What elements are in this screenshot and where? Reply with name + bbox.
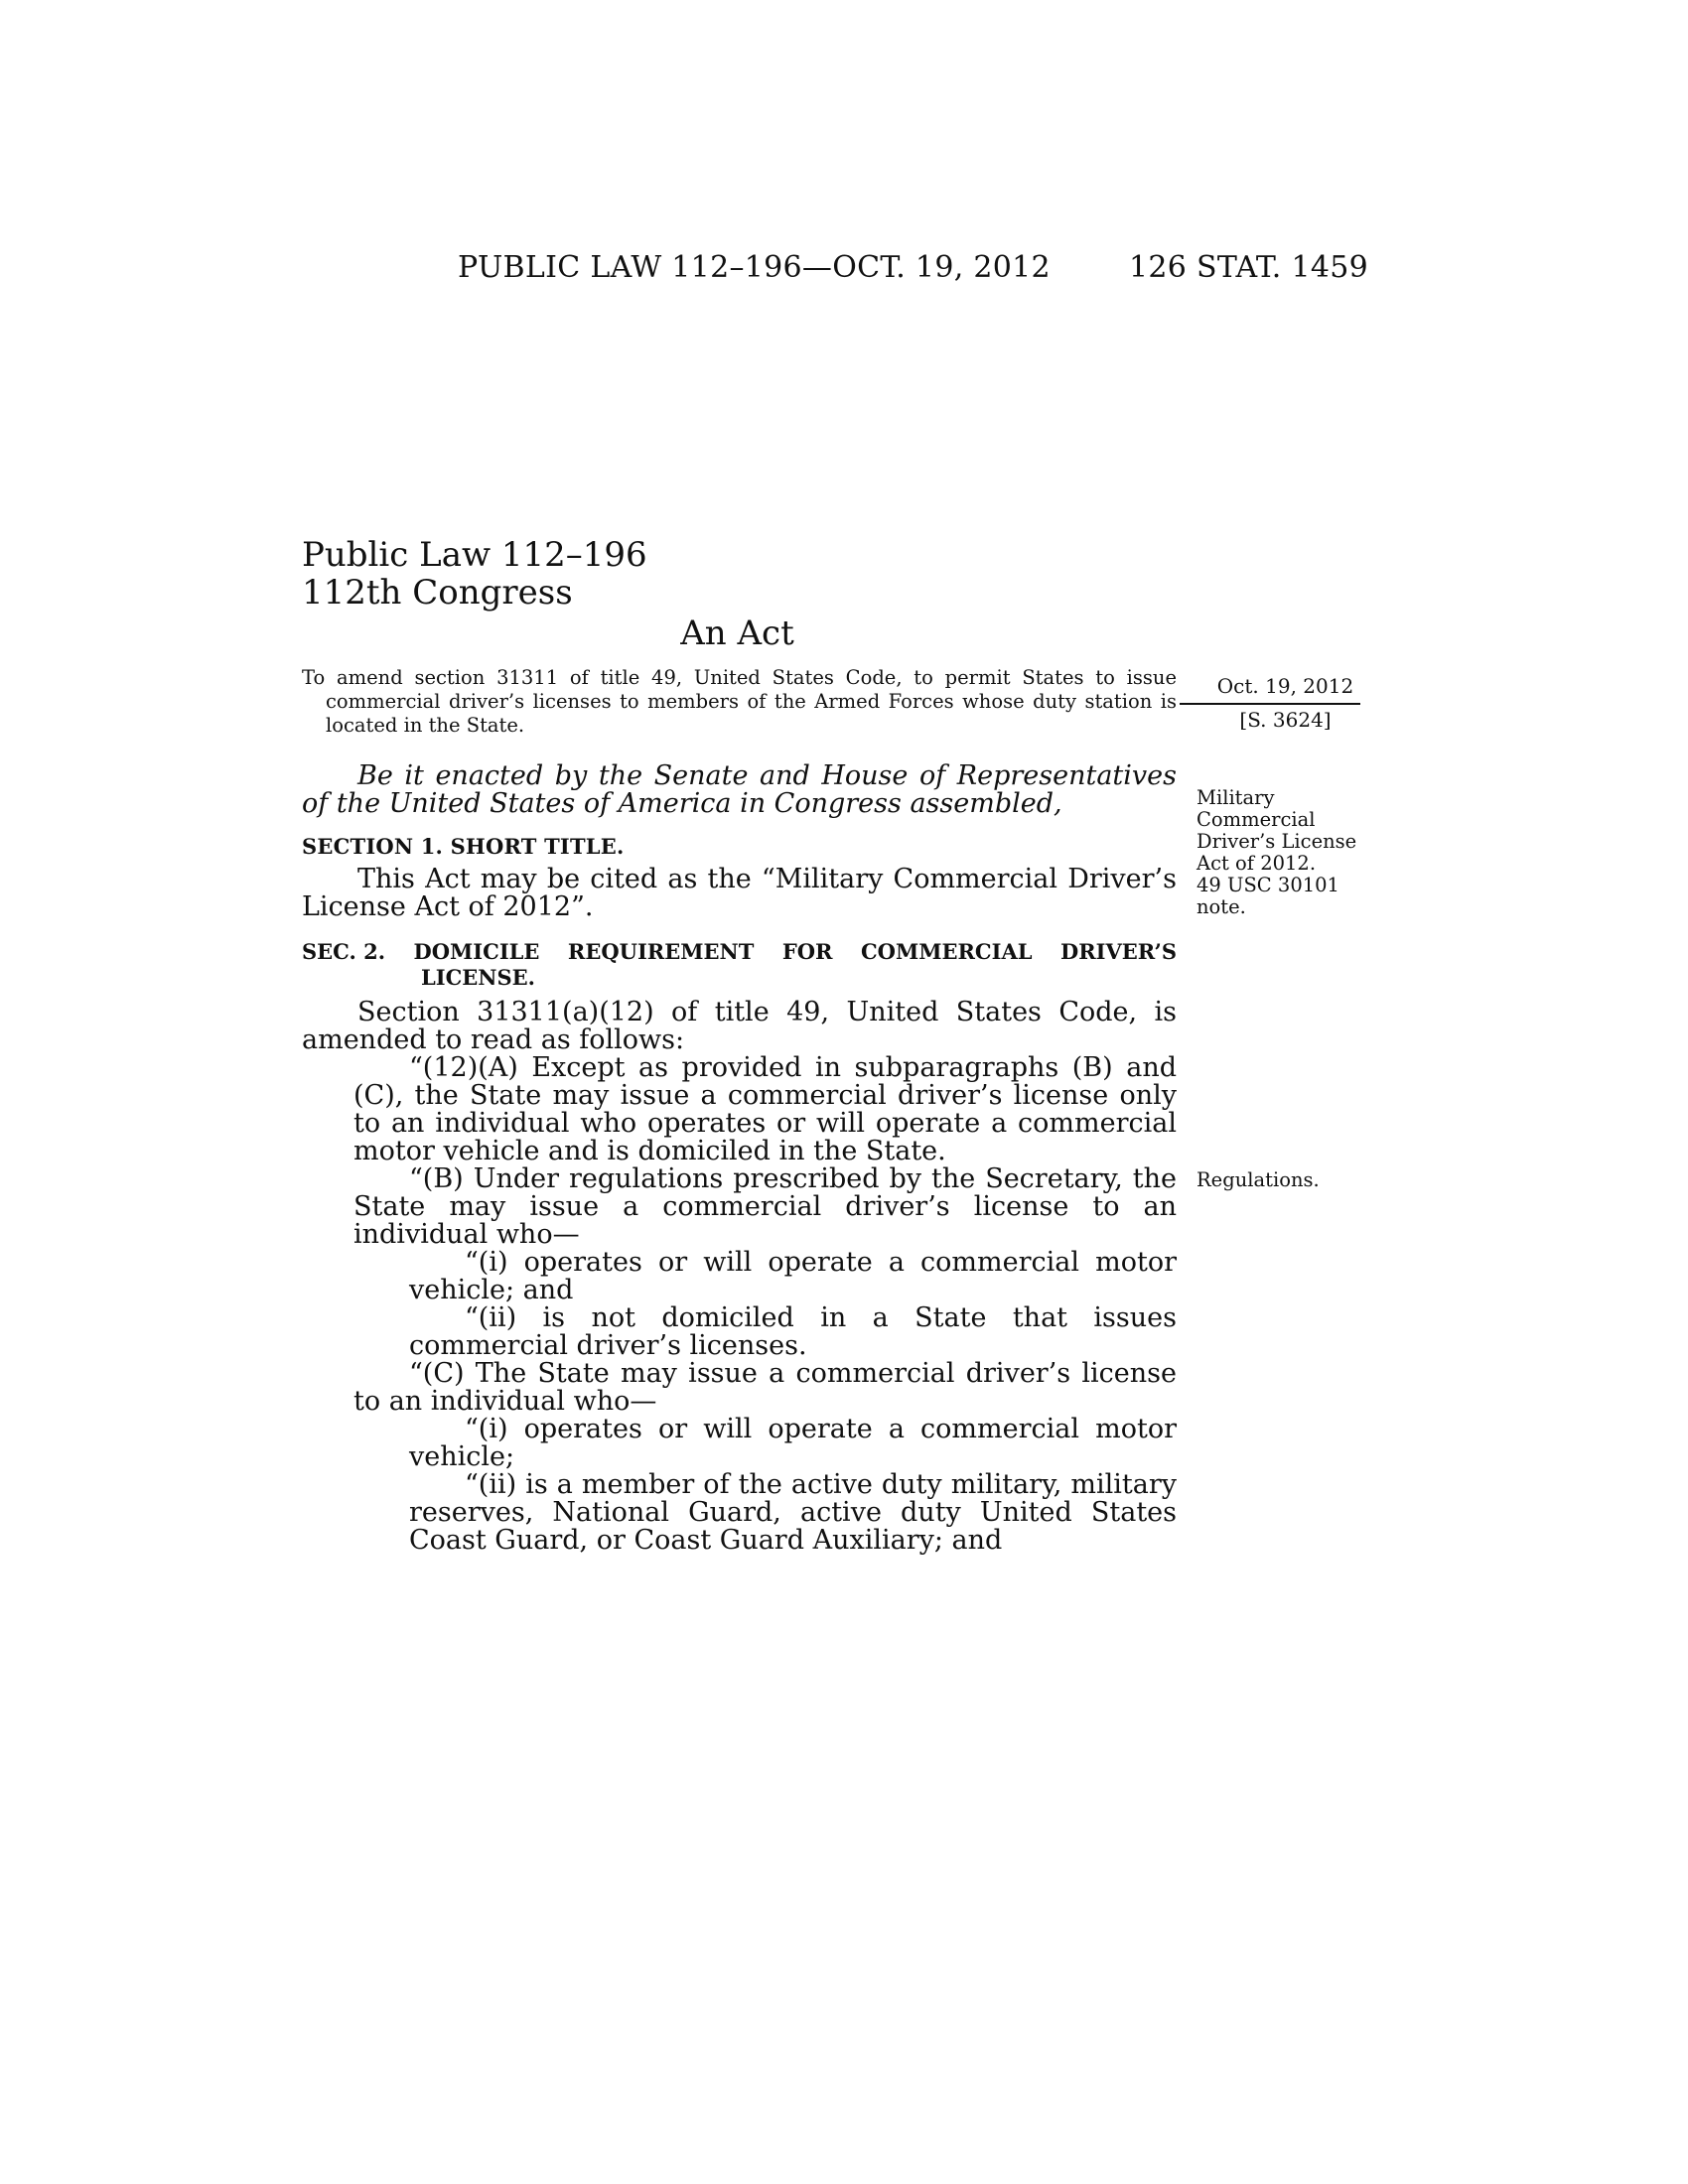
margin-note-line: 49 USC 30101	[1196, 874, 1339, 896]
purpose-clause	[302, 666, 1177, 738]
heading-word: COMMERCIAL	[860, 939, 1033, 964]
clause-b-i: “(i) operates or will operate a commercial motor vehicle; and	[409, 1247, 1177, 1305]
congress-label: 112th Congress	[302, 573, 573, 613]
enacting-clause-text: Be it enacted by the Senate and House of Representatives of the United States of America in Congress assembled,	[302, 760, 1177, 819]
section-2-heading	[302, 939, 1177, 991]
clause-b-ii: “(ii) is not domiciled in a State that issues commercial driver’s licenses.	[409, 1302, 1177, 1361]
heading-word: DOMICILE	[413, 939, 540, 964]
subparagraph-c: “(C) The State may issue a commercial driver’s license to an individual who—	[353, 1358, 1177, 1417]
margin-note-line: note.	[1196, 895, 1246, 918]
clause-c-i: “(i) operates or will operate a commercial motor vehicle;	[409, 1414, 1177, 1472]
margin-note-date: Oct. 19, 2012	[1216, 674, 1354, 698]
section-1-text: This Act may be cited as the “Military Commercial Driver’s License Act of 2012”.	[302, 864, 1177, 922]
margin-note-divider	[1180, 703, 1360, 705]
margin-note-bill-number: [S. 3624]	[1239, 708, 1332, 732]
paragraph-12a: “(12)(A) Except as provided in subparagraphs (B) and (C), the State may issue a commercial driver’s license only to an individual who operates or will operate a commercial motor vehicle and is domiciled in the State.	[353, 1052, 1177, 1166]
running-header-right: 126 STAT. 1459	[1129, 250, 1368, 285]
heading-word: FOR	[781, 939, 833, 964]
section-2-heading-line1	[302, 939, 1177, 965]
subparagraph-b: “(B) Under regulations prescribed by the Secretary, the State may issue a commercial driver’s license to an individual who—	[353, 1163, 1177, 1250]
running-header-left: PUBLIC LAW 112–196—OCT. 19, 2012	[458, 250, 1051, 285]
heading-word: REQUIREMENT	[567, 939, 755, 964]
section-1-body	[302, 866, 1177, 921]
law-title: Public Law 112–196	[302, 535, 647, 575]
enacting-clause	[302, 762, 1177, 818]
margin-note-line: Commercial	[1196, 808, 1316, 831]
margin-note-line: Act of 2012.	[1196, 852, 1317, 875]
section-2-body	[302, 999, 1177, 1555]
act-heading: An Act	[680, 614, 794, 653]
purpose-text: To amend section 31311 of title 49, United States Code, to permit States to issue commercial driver’s licenses to members of the Armed Forces whose duty station is located in the State.	[302, 666, 1177, 737]
heading-word: DRIVER’S	[1060, 939, 1177, 964]
margin-note-regulations: Regulations.	[1196, 1168, 1320, 1191]
heading-word: SEC. 2.	[302, 939, 386, 964]
margin-note-line: Military	[1196, 786, 1275, 809]
section-2-heading-line2: LICENSE.	[421, 965, 535, 990]
clause-c-ii: “(ii) is a member of the active duty military, military reserves, National Guard, active duty United States Coast Guard, or Coast Guard Auxiliary; and	[409, 1469, 1177, 1556]
section-1-heading: SECTION 1. SHORT TITLE.	[302, 834, 625, 859]
amendment-intro: Section 31311(a)(12) of title 49, United States Code, is amended to read as follows:	[302, 997, 1177, 1055]
margin-note-line: Driver’s License	[1196, 830, 1357, 853]
margin-note-short-title	[1196, 787, 1365, 918]
